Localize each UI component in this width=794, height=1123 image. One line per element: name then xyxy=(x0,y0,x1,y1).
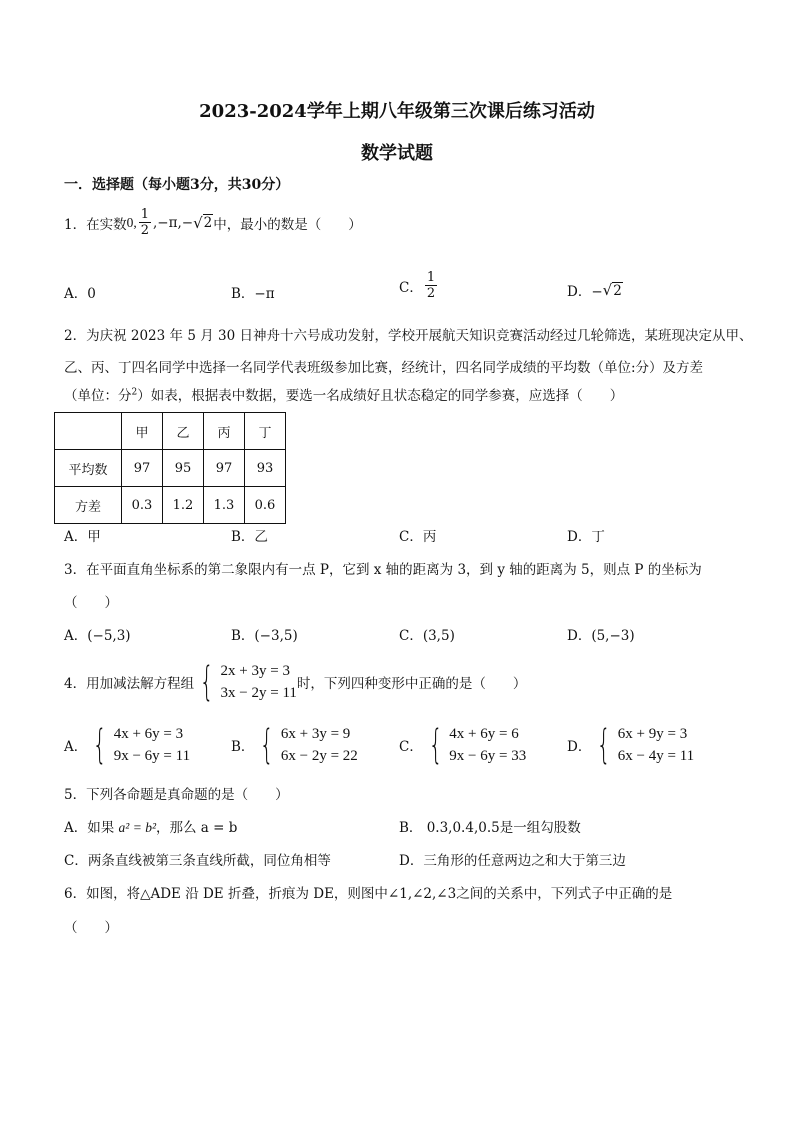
table-row xyxy=(55,487,286,524)
q2-line3-b: ）如表，根据表中数据，要选一名成绩好且状态稳定的同学参赛，应选择（ ） xyxy=(137,388,624,404)
q4-option-b xyxy=(231,723,358,767)
q4-option-d-eq2: 6x − 4y = 11 xyxy=(617,748,695,764)
q4-option-d xyxy=(567,723,694,767)
table-cell: 93 xyxy=(245,450,286,487)
q1-numbers: 0, xyxy=(126,214,137,230)
q2-option-d: D．丁 xyxy=(567,529,605,545)
table-cell: 平均数 xyxy=(55,450,122,487)
table-header-cell: 丙 xyxy=(204,413,245,450)
q1-option-a: A．0 xyxy=(64,286,96,302)
q4-suffix: 时，下列四种变形中正确的是（ ） xyxy=(296,676,527,692)
q2-line1: 2．为庆祝 2023 年 5 月 30 日神舟十六号成功发射，学校开展航天知识竞赛活动经过几轮筛选，某班现决定从甲、 xyxy=(64,328,753,344)
q4-option-a-label: A． xyxy=(64,739,88,755)
brace-icon: { xyxy=(199,659,214,705)
q4-option-a-eq2: 9x − 6y = 11 xyxy=(113,748,191,764)
q5-option-a-post: ，那么 a = b xyxy=(156,820,238,836)
table-cell: 1.3 xyxy=(204,487,245,524)
q4-option-c-eq2: 9x − 6y = 33 xyxy=(449,748,527,764)
q4-option-b-eq2: 6x − 2y = 22 xyxy=(280,748,358,764)
q2-option-b: B．乙 xyxy=(231,529,268,545)
q3-option-a: A．(−5,3) xyxy=(64,628,131,644)
q3-line1: 3．在平面直角坐标系的第二象限内有一点 P，它到 x 轴的距离为 3，到 y 轴的距离为 5，则点 P 的坐标为 xyxy=(64,562,702,578)
q4-option-d-label: D． xyxy=(567,739,592,755)
sqrt-icon: √ xyxy=(602,281,613,299)
q1-option-d xyxy=(567,280,623,300)
table-header-row xyxy=(55,413,286,450)
q4-eq1: 2x + 3y = 3 xyxy=(220,663,290,679)
q4-option-a-eq1: 4x + 6y = 3 xyxy=(113,726,184,742)
q4-prefix: 4．用加减法解方程组 xyxy=(64,676,195,692)
q5-option-d: D．三角形的任意两边之和大于第三边 xyxy=(399,853,626,869)
section-heading: 一．选择题（每小题3分，共30分） xyxy=(64,177,290,193)
q4-option-b-label: B． xyxy=(231,739,255,755)
q3-line2: （ ） xyxy=(64,595,118,611)
question-1 xyxy=(64,208,362,237)
q4-option-c-label: C． xyxy=(399,739,423,755)
brace-icon: { xyxy=(260,722,275,768)
q2-line3 xyxy=(64,384,623,404)
brace-icon: { xyxy=(597,722,612,768)
q1-frac-num: 1 xyxy=(140,207,149,222)
q2-option-a: A．甲 xyxy=(64,529,101,545)
q5-option-b: B． 0.3,0.4,0.5是一组勾股数 xyxy=(399,820,581,836)
q4-system xyxy=(194,660,297,704)
q1-option-d-sqrt: 2 xyxy=(613,282,622,299)
q4-option-c xyxy=(399,723,526,767)
table-row xyxy=(55,450,286,487)
q2-option-c: C．丙 xyxy=(399,529,437,545)
q4-eq2: 3x − 2y = 11 xyxy=(220,685,297,701)
q1-sqrt-value: 2 xyxy=(203,215,213,231)
q2-table xyxy=(54,412,286,524)
q1-option-c-num: 1 xyxy=(426,270,436,285)
q5-option-a-pre: A．如果 xyxy=(64,820,119,836)
table-cell: 0.3 xyxy=(122,487,163,524)
q3-option-c: C．(3,5) xyxy=(399,628,455,644)
q3-option-d: D．(5,−3) xyxy=(567,628,635,644)
q5-option-a xyxy=(64,816,237,836)
q4-option-b-eq1: 6x + 3y = 9 xyxy=(280,726,351,742)
q6-line1: 6．如图，将△ADE 沿 DE 折叠，折痕为 DE，则图中∠1,∠2,∠3之间的关系中，下列式子中正确的是 xyxy=(64,886,673,902)
table-cell: 97 xyxy=(204,450,245,487)
q3-option-b: B．(−3,5) xyxy=(231,628,298,644)
q5-stem: 5．下列各命题是真命题的是（ ） xyxy=(64,787,289,803)
page-subtitle: 数学试题 xyxy=(361,143,433,164)
table-cell: 0.6 xyxy=(245,487,286,524)
brace-icon: { xyxy=(428,722,443,768)
q1-option-c-label: C． xyxy=(399,279,423,296)
q4-option-a xyxy=(64,723,190,767)
brace-icon: { xyxy=(92,722,107,768)
table-header-cell: 丁 xyxy=(245,413,286,450)
table-cell: 方差 xyxy=(55,487,122,524)
q1-after-frac: ,−π,− xyxy=(153,214,194,231)
q1-option-c-fraction xyxy=(425,271,437,300)
q4-option-c-eq1: 4x + 6y = 6 xyxy=(449,726,519,742)
table-header-cell: 甲 xyxy=(122,413,163,450)
q6-line2: （ ） xyxy=(64,920,118,936)
table-header-cell: 乙 xyxy=(163,413,204,450)
q1-option-d-label: D．− xyxy=(567,284,603,300)
q1-option-b: B．−π xyxy=(231,286,275,302)
table-header-cell xyxy=(55,413,122,450)
q1-option-c-den: 2 xyxy=(426,286,436,301)
q4-option-d-eq1: 6x + 9y = 3 xyxy=(617,726,688,742)
sqrt-icon: √ xyxy=(193,213,203,232)
q1-fraction xyxy=(139,208,151,237)
q1-frac-den: 2 xyxy=(140,223,149,238)
table-cell: 97 xyxy=(122,450,163,487)
table-cell: 1.2 xyxy=(163,487,204,524)
q1-option-c xyxy=(399,271,439,300)
q2-line3-sup: 2 xyxy=(131,387,138,398)
q1-suffix: 中，最小的数是（ ） xyxy=(213,216,362,233)
page-title: 2023-2024学年上期八年级第三次课后练习活动 xyxy=(199,101,595,122)
q2-line3-a: （单位：分 xyxy=(64,388,132,404)
q2-line2: 乙、丙、丁四名同学中选择一名同学代表班级参加比赛，经统计，四名同学成绩的平均数（单位:分）及方差 xyxy=(64,360,704,376)
q1-prefix: 1．在实数 xyxy=(64,216,127,233)
question-4 xyxy=(64,660,526,704)
q5-option-a-math: a² = b² xyxy=(118,820,157,835)
q5-option-c: C．两条直线被第三条直线所截，同位角相等 xyxy=(64,853,331,869)
table-cell: 95 xyxy=(163,450,204,487)
